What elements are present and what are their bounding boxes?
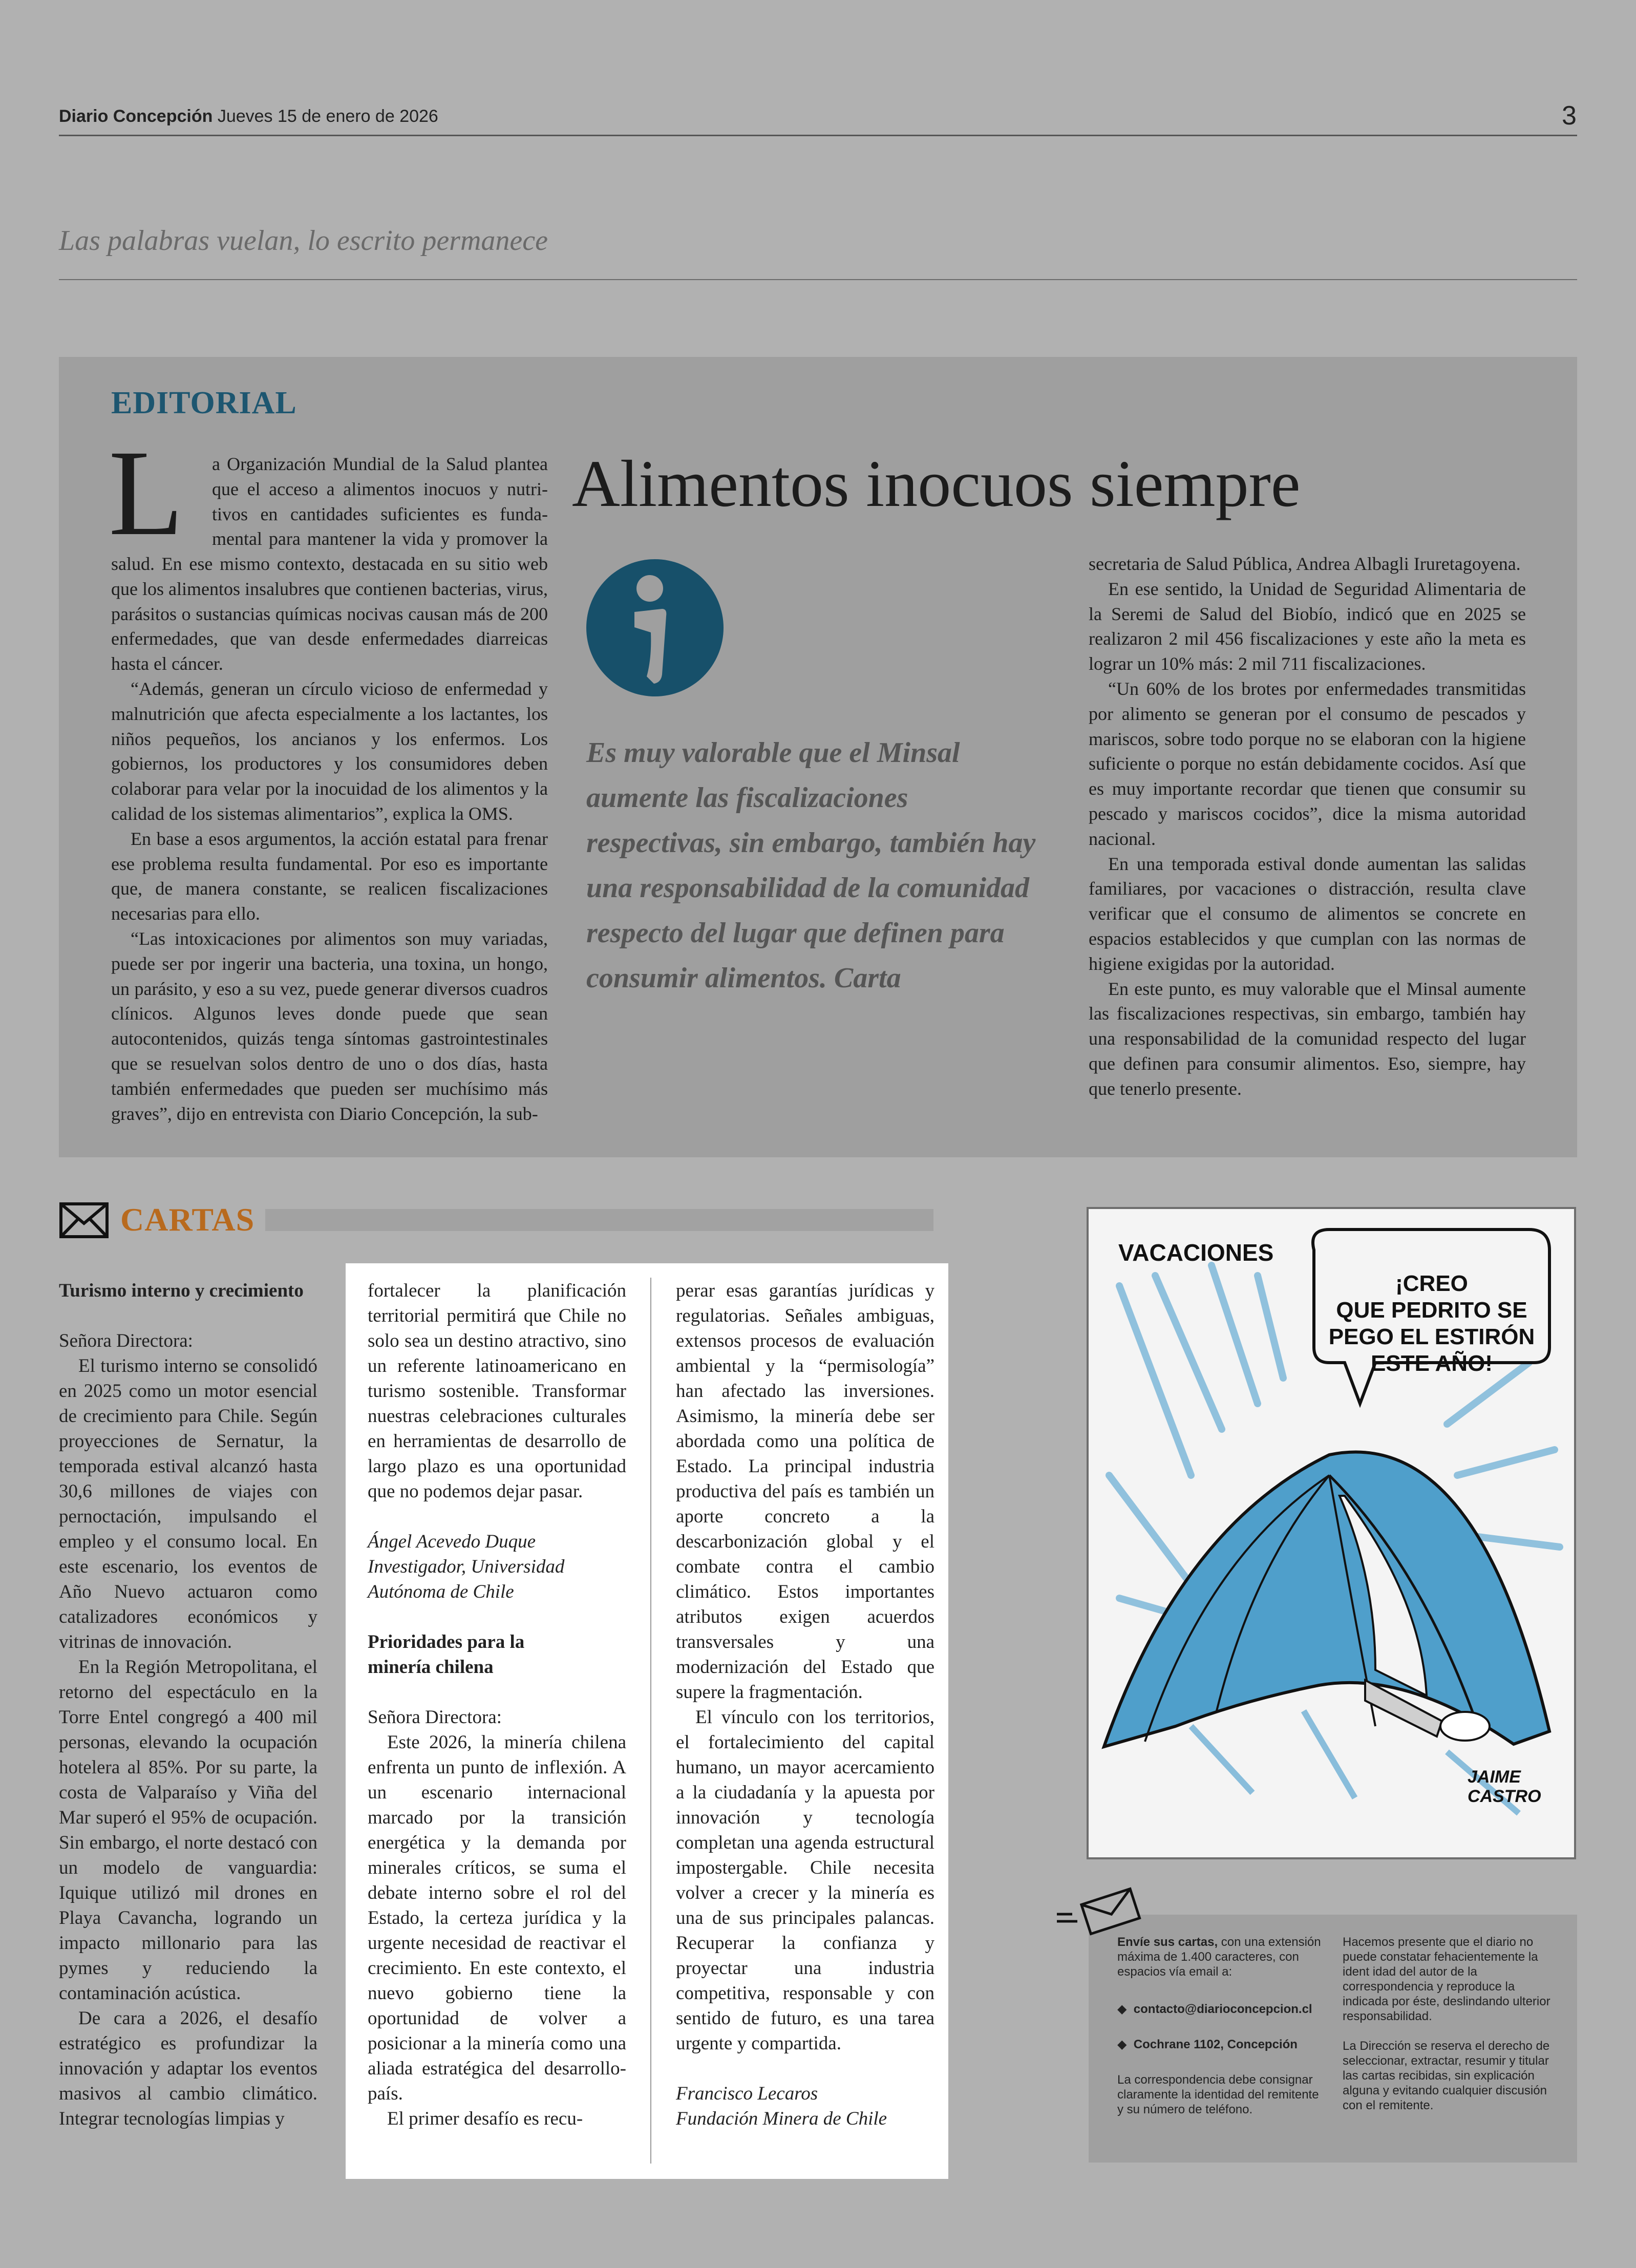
- header-rule: [59, 135, 1577, 136]
- editorial-paragraph: En ese sentido, la Unidad de Seguridad Alimentaria de la Seremi de Salud del Biobío, indicó que en 2025 se realizaron 2 mil 456 fiscalizaciones y este año la meta es lograr un 10% más: 2 mil 711 fiscalizaciones.: [1089, 578, 1526, 674]
- editorial-paragraph: En una temporada estival donde aumentan las salidas familiares, por vacaciones o distracción, resulta clave verificar que el consumo de alimentos se concrete en espacios establecidos y que cumplan con las normas de higiene exigidas por la autoridad.: [1089, 853, 1526, 974]
- speech-line: QUE PEDRITO SE: [1336, 1298, 1527, 1323]
- letter-salutation: Señora Directora:: [368, 1707, 502, 1728]
- flying-envelope-icon: [1055, 1884, 1142, 1936]
- letter-salutation: Señora Directora:: [59, 1330, 193, 1351]
- editorial-headline: Alimentos inocuos siempre: [572, 447, 1301, 521]
- lead-line: a Organización Mundial de la Salud plantea: [212, 454, 548, 474]
- speech-line: PEGO EL ESTIRÓN: [1328, 1324, 1535, 1349]
- editorial-paragraph: “Un 60% de los brotes por enfermedades transmitidas por alimento se generan por el consumo de pescados y mariscos, sobre todo porque no se elaboran con la higiene suficiente o porque no están debidamente cocidos. Así que es muy importante recordar que tienen que consumir su pescado y mariscos cocidos”, dice la misma autoridad nacional.: [1089, 678, 1526, 849]
- cartoon-frame: [1087, 1207, 1576, 1859]
- contact-address: Cochrane 1102, Concepción: [1133, 2038, 1298, 2051]
- contact-lead-bold: Envíe sus cartas,: [1117, 1935, 1218, 1949]
- letter-column-1: [59, 1278, 317, 2131]
- signature-line: JAIME: [1468, 1767, 1521, 1787]
- contact-notes-right: [1343, 1935, 1553, 2113]
- lead-line: mental para mantener la vida y promover la: [212, 528, 548, 549]
- cartoon-caption: VACACIONES: [1118, 1239, 1274, 1266]
- letter-paragraph: De cara a 2026, el desafío estratégico es profundizar la innovación y adaptar los eventos masivos al cambio climático. Integrar tecnologías limpias y: [59, 2008, 317, 2129]
- letter-paragraph: El turismo interno se consolidó en 2025 como un motor esencial de crecimiento para Chile. Según proyecciones de Sernatur, la temporada estival alcanzó hasta 30,6 millones de viajes con pernoctación, impulsando el empleo y el consumo local. En este escenario, los eventos de Año Nuevo actuaron como catalizadores económicos y vitrinas de innovación.: [59, 1355, 317, 1652]
- letter-paragraph: fortalecer la planificación territorial permitirá que Chile no solo sea un destino atractivo, sino un referente latinoamericano en turismo sostenible. Transformar nuestras celebraciones culturales en herramientas de desarrollo de largo plazo es una oportunidad que no podemos dejar pasar.: [368, 1280, 626, 1502]
- letter-signature: Investigador, Universidad: [368, 1556, 565, 1577]
- letter-paragraph: En la Región Metropolitana, el retorno del espectáculo en la Torre Entel congregó a 400 mil personas, elevando la ocupación hotelera al 85%. Por su parte, la costa de Valparaíso y Viña del Mar superó el 95% de ocupación. Sin embargo, el norte destacó con un modelo de vanguardia: Iquique utilizó mil drones en Playa Cavancha, logrando un impacto millonario para las pymes y reduciendo la contaminación acústica.: [59, 1657, 317, 2004]
- editorial-paragraph: En base a esos argumentos, la acción estatal para frenar ese problema resulta fundamental. Por eso es importante que, de manera constante, se realicen fiscalizaciones necesarias para ello.: [111, 828, 548, 924]
- email-row: [1117, 2002, 1322, 2017]
- speech-line: ESTE AÑO!: [1371, 1351, 1493, 1376]
- newspaper-name: Diario Concepción: [59, 107, 213, 126]
- letter-paragraph: Este 2026, la minería chilena enfrenta un punto de inflexión. A un escenario internacional marcado por la transición energética y la demanda por minerales críticos, se suma el debate interno sobre el rol del Estado, la certeza jurídica y la urgente necesidad de reactivar el crecimiento. En este contexto, el nuevo gobierno tiene la oportunidad de volver a posicionar a la minería como una aliada estratégica del desarrollo-país.: [368, 1732, 626, 2104]
- letter-signature: Autónoma de Chile: [368, 1581, 514, 1602]
- editorial-paragraph: salud. En ese mismo contexto, destacada en su sitio web que los alimentos insalubres que contienen bacterias, virus, parásitos o sustancias químicas nocivas causan más de 200 enfermedades, que van desde enfermedades diarreicas hasta el cáncer.: [111, 554, 548, 674]
- letter-paragraph: El vínculo con los territorios, el fortalecimiento del capital humano, un mayor acercamiento a la ciudadanía y la apuesta por innovación y tecnología completan una agenda estructural impostergable. Chile necesita volver a crecer y la minería es una de sus principales palancas. Recuperar la confianza y proyectar una industria competitiva, responsable y con sentido de futuro, es una tarea urgente y compartida.: [676, 1707, 934, 2054]
- pull-quote: [586, 730, 1037, 1001]
- diamond-bullet-icon: ◆: [1117, 2038, 1134, 2051]
- page-header: [59, 107, 438, 126]
- letter-paragraph: perar esas garantías jurídicas y regulatorias. Señales ambiguas, extensos procesos de evaluación ambiental y la “permisología” han afectado las inversiones. Asimismo, la minería debe ser abordada como una política de Estado. La principal industria productiva del país es también un aporte concreto a la descarbonización global y el combate contra el cambio climático. Estos importantes atributos exigen acuerdos transversales y una modernización del Estado que supere la fragmentación.: [676, 1280, 934, 1703]
- editorial-right-column: [1089, 552, 1526, 1101]
- letter-paragraph: El primer desafío es recu-: [387, 2108, 583, 2129]
- lead-line: tivos en cantidades suficientes es funda-: [212, 503, 548, 524]
- diamond-bullet-icon: ◆: [1117, 2002, 1134, 2016]
- letter-title: Prioridades para la minería chilena: [368, 1631, 525, 1678]
- editorial-lead-lines: [212, 452, 548, 552]
- speech-line: ¡CREO: [1395, 1271, 1468, 1296]
- letter-column-2: [368, 1278, 626, 2131]
- contact-info: [1117, 1935, 1322, 2117]
- editorial-paragraph: secretaria de Salud Pública, Andrea Albagli Iruretagoyena.: [1089, 554, 1521, 574]
- envelope-icon: [59, 1202, 109, 1239]
- info-icon: [585, 556, 725, 700]
- letter-title: Turismo interno y crecimiento: [59, 1280, 304, 1301]
- contact-note-right-2: La Dirección se reserva el derecho de seleccionar, extractar, resumir y titular las cartas recibidas, sin explicación alguna y evitando cualquier discusión con el remitente.: [1343, 2039, 1550, 2112]
- contact-note-left: La correspondencia debe consignar claramente la identidad del remitente y su número de teléfono.: [1117, 2073, 1319, 2116]
- cartoon-speech-bubble: [1309, 1270, 1555, 1377]
- letter-signature: Ángel Acevedo Duque: [368, 1531, 536, 1552]
- letter-column-3: [676, 1278, 934, 2131]
- address-row: [1117, 2037, 1322, 2052]
- page-number: 3: [1562, 101, 1577, 131]
- editorial-label: EDITORIAL: [111, 386, 297, 420]
- cartas-label: CARTAS: [120, 1201, 255, 1238]
- contact-lead: [1117, 1935, 1322, 1979]
- letter-signature: Fundación Minera de Chile: [676, 2108, 887, 2129]
- lead-line: que el acceso a alimentos inocuos y nutri-: [212, 478, 548, 499]
- pull-quote-tag: Carta: [834, 962, 901, 994]
- contact-email[interactable]: contacto@diarioconcepcion.cl: [1133, 2002, 1312, 2016]
- issue-date: Jueves 15 de enero de 2026: [217, 107, 438, 126]
- letter-signature: Francisco Lecaros: [676, 2083, 818, 2104]
- editorial-paragraph: “Las intoxicaciones por alimentos son muy variadas, puede ser por ingerir una bacteria, una toxina, un hongo, un parásito, y eso a su vez, puede generar diversos cuadros clínicos. Algunos leves donde puede que sean autocontenidos, quizás tenga síntomas gastrointestinales que se resuelvan solos dentro de uno o dos días, hasta también enfermedades que pueden ser muchísimo más graves”, dijo en entrevista con Diario Concepción, la sub-: [111, 928, 548, 1124]
- section-tagline: Las palabras vuelan, lo escrito permanece: [59, 225, 548, 257]
- editorial-paragraph: “Además, generan un círculo vicioso de enfermedad y malnutrición que afecta especialmente a los lactantes, los niños pequeños, los ancianos y los enfermos. Los gobiernos, los productores y los consumidores deben colaborar para velar por la inocuidad de los alimentos y la calidad de los sistemas alimentarios”, explica la OMS.: [111, 678, 548, 824]
- contact-note-right-1: Hacemos presente que el diario no puede constatar fehacientemente la ident idad del autor de la correspondencia y reproduce la indicada por éste, deslindando ulterior responsabilidad.: [1343, 1935, 1550, 2023]
- tagline-rule: [59, 279, 1577, 280]
- contact-lead-text: con una extensión máxima de 1.400 caracteres, con espacios vía email a:: [1117, 1935, 1321, 1979]
- editorial-paragraph: En este punto, es muy valorable que el Minsal aumente las fiscalizaciones respectivas, sin embargo, también hay una responsabilidad de la comunidad respecto del lugar que definen para consumir alimentos. Eso, siempre, hay que tenerlo presente.: [1089, 978, 1526, 1099]
- column-divider: [650, 1278, 651, 2164]
- drop-cap: L: [109, 425, 184, 561]
- signature-line: CASTRO: [1468, 1787, 1541, 1806]
- cartoon-signature: [1468, 1767, 1541, 1806]
- pull-quote-text: Es muy valorable que el Minsal aumente las fiscalizaciones respectivas, sin embargo, también hay una responsabilidad de la comunidad respecto del lugar que definen para consumir alimentos.: [586, 737, 1036, 994]
- cartas-bar: [265, 1209, 933, 1231]
- editorial-left-column: [111, 552, 548, 1126]
